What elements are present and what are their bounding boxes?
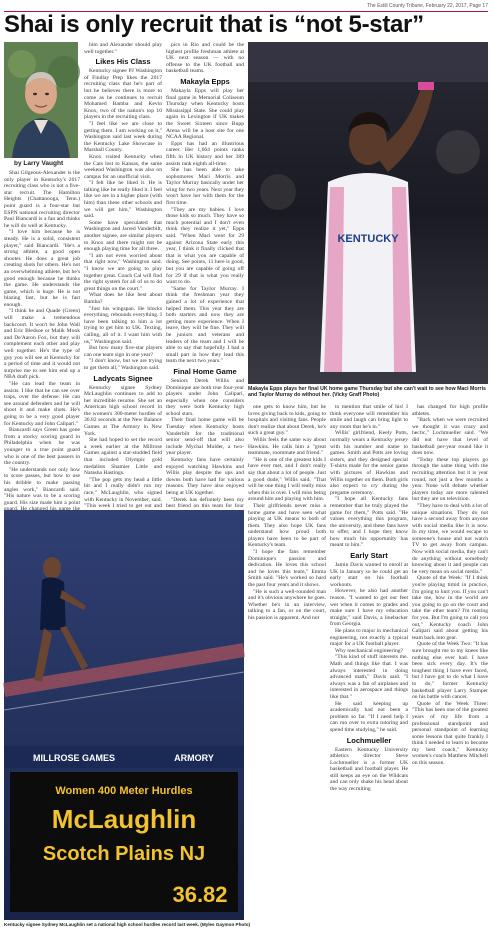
paragraph: one gets to know him, but he loves giving back to kids, going to hospitals and visiting fans. People don't realize that about Derek, he's such a great guy." (248, 404, 326, 437)
paragraph: Epps has had an illustrious career. Her 1,664 points ranks fifth in UK history and her 389 assists rank eighth all-time. (166, 140, 244, 167)
paragraph: "He understands not only how to score passes, but how to use his dribble to make passing angles work," Biancardi said. "His nature was to be a scoring guard. His size made him a point (4, 466, 80, 506)
paragraph: Knox visited Kentucky when the Cats lost to Kansas, the same weekend Washington was also on campus for an unofficial visit. (84, 153, 162, 180)
paragraph: Seniors Derek Willis and Dominique are both true four-year players under John Calipari, especially when one considers they were both Kentucky high school stars. (166, 377, 244, 417)
basketball-player-icon (248, 42, 488, 384)
paragraph: But how many five-star players can one team sign in one year? (84, 345, 162, 358)
paragraph: "I am not even worried about that right now," Washington said. "I know we are going to play together great. Coach Cal will find the right system for all of us to do great things on the court." (84, 252, 162, 292)
paragraph: has changed for high profile athletes. (412, 404, 488, 417)
subhead-ladycats: Ladycats Signee (93, 373, 153, 383)
paragraph: Willis feels the same way about Hawkins. He calls him a "great teammate, roommate and friend." (248, 436, 326, 457)
subhead-lochmueller: Lochmueller (346, 735, 392, 745)
track-photo (4, 510, 244, 920)
paragraph: "They have to deal with a lot of unique situations. They do not have a second away from anyone with social media like it is now. In my time, we would escape to someone's house and not watch TV to get away from campus. Now with social media, they can't do anything without somebody knowing about it and people can be very mean on social media." (412, 502, 488, 575)
subhead-likes: Likes His Class (95, 57, 151, 67)
author-photo (4, 42, 78, 158)
paragraph: "They are my babies. I love those kids so much. They have so much potential and I don't even think they realize it yet," Epps said. "When Maci went for 29 against Arizona State early this year, I think it finally clicked that that is what you are capable of doing. See points, 11 here is good, but you are capable of going off for 29 if that is what you really want to do. (166, 206, 244, 286)
paragraph: "I think he and Quade (Green) will make a tremendous backcourt. It won't be John Wall and Eric Bledsoe or Malik Monk and De'Aaron Fox, but they will complement each other and play well together. He's the type of guy you will see at Kentucky for a period of time and it would not surprise me to see him end up a NBA draft pick. (4, 308, 80, 381)
paragraph: Quote of the Week Two: "It has sure brought me to my knees like nothing else ever had. I have been sick every day. It's the toughest thing I have ever faced, but I have got to do what I have to do," former Kentucky basketball player Larry Stamper on his battle with cancer. (412, 641, 488, 701)
paragraph: "He is such a well-rounded man and it's obvious anywhere he goes. Whether he's in an interview, talking to a fan, or on the court, his passion is apparent. And not (248, 588, 326, 621)
paragraph: "The pop gets my head a little bit and I really didn't run my race," McLaughlin, who signed with Kentucky in November, said. "This week I tried to get out and (84, 476, 162, 510)
column-3 (166, 42, 244, 510)
paragraph: "I hope all Kentucky fans remember that he truly played the game for them," Potts said. "He values everything this program, the university, and these fans have to offer, and I hope they know how much his opportunity has meant to him." (330, 496, 408, 549)
headline: Shai is only recruit that is “not 5-star” (4, 11, 424, 38)
paragraph: Kentucky fans have certainly enjoyed watching Hawkins and Willis play despite the ups and downs both have had for various reasons. They have also enjoyed being at UK together. (166, 457, 244, 496)
paragraph: Kentucky signee Sydney McLaughlin continues to add to her incredible resume. She set an American high school record in the women's 300-meter hurdles of 36.82 seconds at the New Balance Games at The Armory in New York. (84, 384, 162, 437)
scoreboard-event: Women 400 Meter Hurdles (55, 785, 193, 797)
paragraph: "Today these top players go through the same thing with the recruiting attention but it is year round, not just a few months a year. None will debate whether players today are more talented but they are on television. (412, 456, 488, 503)
armory-text: ARMORY (174, 753, 214, 763)
paragraph: Biancardi says Green has gone from a stocky scoring guard in Philadelphia when he was younger to a true point guard who is one of the best passers in the country. (4, 427, 80, 467)
paragraph: Jamin Davis wanted to enroll at UK in January so he could get an early start on his football workouts. (330, 562, 408, 588)
millrose-text: MILLROSE GAMES (32, 753, 116, 763)
paragraph: She has been able to take sophomores Maci Morris and Taylor Murray basically under her wing for two years. Next year they won't have her with them for the first time. (166, 167, 244, 207)
paragraph: Why mechanical engineering? (335, 647, 404, 654)
caption-basketball: Makayla Epps plays her final UK home game Thursday but she can't wait to see how Maci Morris and Taylor Murray do without her. (Vicky Graff Photo) (248, 386, 486, 398)
subhead-makayla: Makayla Epps (180, 76, 230, 86)
column-4 (248, 404, 326, 658)
paragraph: He plans to major in mechanical engineering, not exactly a typical major for a UK football player. (330, 628, 408, 648)
paragraph: "I feel like we are close to getting them. I am working on it," Washington said last week during the Kentucky Lake Showcase in Marshall County. (84, 120, 162, 154)
paragraph: "He is one of the greatest kids I have ever met, and I don't really say that about a lot of people. Just a good dude," Willis said. "That will be one thing I will really miss when this is over. I will miss being around him and playing with him. (248, 456, 326, 503)
paragraph: What does he like best about Bamba? (84, 292, 162, 305)
paragraph: him and Alexander should play well together." (84, 42, 162, 55)
paragraph: "Back when we were recruited we thought it was crazy and hectic," Lochmueller said. "We did not have that level of basketball per-year round like it does now. (412, 417, 488, 457)
paragraph: "Derek has definitely been my best friend on this team for four (166, 496, 244, 510)
paragraph: Quote of the Week Three: "This has been one of the greatest years of my life from a professional standpoint and personal standpoint of learning some lessons that quite frankly I think I needed to learn to become my best coach," Kentucky women's coach Matthew Mitchell on this season. (412, 700, 488, 767)
masthead: The Estill County Tribune, February 22, 2017, Page 17 (367, 3, 488, 9)
scoreboard-name: McLaughlin (51, 804, 197, 834)
paragraph: Kentucky signee PJ Washington of Findlay Prep likes the 2017 recruiting class that he's part of but he believes there is more to come as he continues to recruit Mohamed Bamba and Kevin Knox, two of the nation's top 10 players in the recruiting class. (84, 68, 162, 121)
paragraph: Makayla Epps will play her final game in Memorial Coliseum Thursday when Kentucky hosts Mississippi State. She could play again in Lexington if UK makes the Sweet Sixteen since Rupp Arena will be a host site for one NCAA Regional. (166, 87, 244, 141)
paragraph: "This kind of stuff interests me. Math and things like that. I was always interested in doing advanced math," Davis said. "I always was a fan of airplanes and interested in aerospace and things like that." (330, 654, 408, 700)
paragraph: "I felt like he liked it. He is talking like he really liked it. I feel like we are in a higher place (with him) than these other schools and we will get him," Washington said. (84, 180, 162, 220)
basketball-photo (248, 42, 488, 384)
jersey-text: KENTUCKY (337, 233, 399, 245)
paragraph: Their final home game will be Tuesday when Kentucky hosts Vanderbilt for the traditional senior send-off that will also include Mychal Mulder, a two-year player. (166, 417, 244, 457)
paragraph: "He can lead the team in assists. I like that he can see over traps, over the defense. He can see around defenders and he will shoot it and make shots. He's going to be a very good player for Kentucky and John Calipari." (4, 381, 80, 427)
paragraph: She had hoped to set the record a week earlier at the Millrose Games against a star-studded field that included Olympic gold medalists Shamier Little and Natasha Hastings. (84, 437, 162, 477)
column-1 (4, 170, 80, 506)
author-portrait-icon (4, 42, 78, 158)
paragraph: "I don't know, but we are trying to get them all," Washington said. (84, 358, 162, 371)
paragraph: "I hope the fans remember Dominique's passion and dedication. He loves this school and he loves this team," Emma Smith said. "He's worked so hard the past four years and it shows. (248, 549, 326, 589)
paragraph: pics in Rio and could be the highest profile freshman athlete at UK next season — with no offense to the UK football and basketball teams. (166, 42, 244, 75)
paragraph: He said keeping up academically had not been a problem so far. "If I need help I can run over to extra tutoring and spend time studying," he said. (330, 700, 408, 733)
paragraph: Shai Gilgeous-Alexander is the only player in Kentucky's 2017 recruiting class who is not a five-star recruit. The Hamilton Heights (Chattanooga, Tenn.) point guard is a four-star but ESPN national recruiting director Paul Biancardi is a fan and thinks he will do well at Kentucky. (4, 170, 80, 229)
paragraph: However, he also had another reason. "I wanted to get our feet wet when it comes to grades and make sure I have my education straight," said Davis, a linebacker from Georgia. (330, 588, 408, 628)
column-2 (84, 42, 162, 510)
paragraph: Quote of the Week: "If I think you're playing timid in practice, I'm going to hurt you. If you can't take me, how in the world are you going to go on the court and take the other team? I'm rooting for you. But I'm going to call you out," Kentucky coach John Calipari said about getting his team back into gear. (412, 575, 488, 641)
paragraph: Eastern Kentucky University athletics director Steve Lochmueller is a former UK basketball and football player. He still keeps an eye on the Wildcats and can only shake his head about the way recruiting (330, 746, 408, 793)
subhead-final: Final Home Game (173, 366, 237, 376)
byline: by Larry Vaught (14, 160, 64, 167)
paragraph: "I love him because he is steady. He is a solid, consistent player," said Biancardi. "He's a strong athlete, a good open shooter. He does a great job creating shots for others. He's not an overwhelming athlete, but he's good enough because he thinks the game. He understands the game, which is huge. He is not blazing fast, but he is fast enough. (4, 229, 80, 308)
scoreboard-time: 36.82 (172, 882, 228, 907)
hurdler-scoreboard-icon (4, 510, 244, 920)
column-5 (330, 404, 408, 928)
paragraph: "Same for Taylor Murray. I think the freshman year they gained a lot of experience that helped them. This year they are both starters and now they are getting more experience. When I leave, they will be fine. They will be juniors and veterans and leaders of the team and I will be able to say that hopefully I had a small part in how they lead this team the next two years." (166, 285, 244, 365)
paragraph: Willis' girlfriend, Keely Potts, normally wears a Kentucky jersey with his number and name to games. Smith and Potts are loving sisters, and they designed special T-shirts made for the senior game with pictures of Hawkins and Willis together on them. Both girls also expect to cry during the pregame ceremony. (330, 430, 408, 496)
paragraph: "Just his wingspan. He blocks everything, rebounds everything. I have been talking to him a lot trying to get him to UK. Texting, calling, all of it. I want him with us," Washington said. (84, 305, 162, 345)
paragraph: to mention that smile of his! I think everyone will remember his smile and laugh can bring light to any room that he's in." (330, 404, 408, 430)
paragraph: Their girlfriends never miss a home game and have seen what playing at UK means to both of them. They also hope UK fans understand how proud both players have been to be part of Kentucky's team. (248, 502, 326, 549)
paragraph: Some have speculated that Washington and Jarred Vanderbilt, another signee, are similar players to Knox and there might not be enough playing time for all three. (84, 219, 162, 253)
column-6 (412, 404, 488, 928)
subhead-early: Early Start (350, 551, 388, 561)
caption-track: Kentucky signee Sydney McLaughlin set a national high school hurdles record last week. (Myles Gaymon Photo) (4, 922, 251, 927)
scoreboard-school: Scotch Plains NJ (42, 843, 206, 865)
